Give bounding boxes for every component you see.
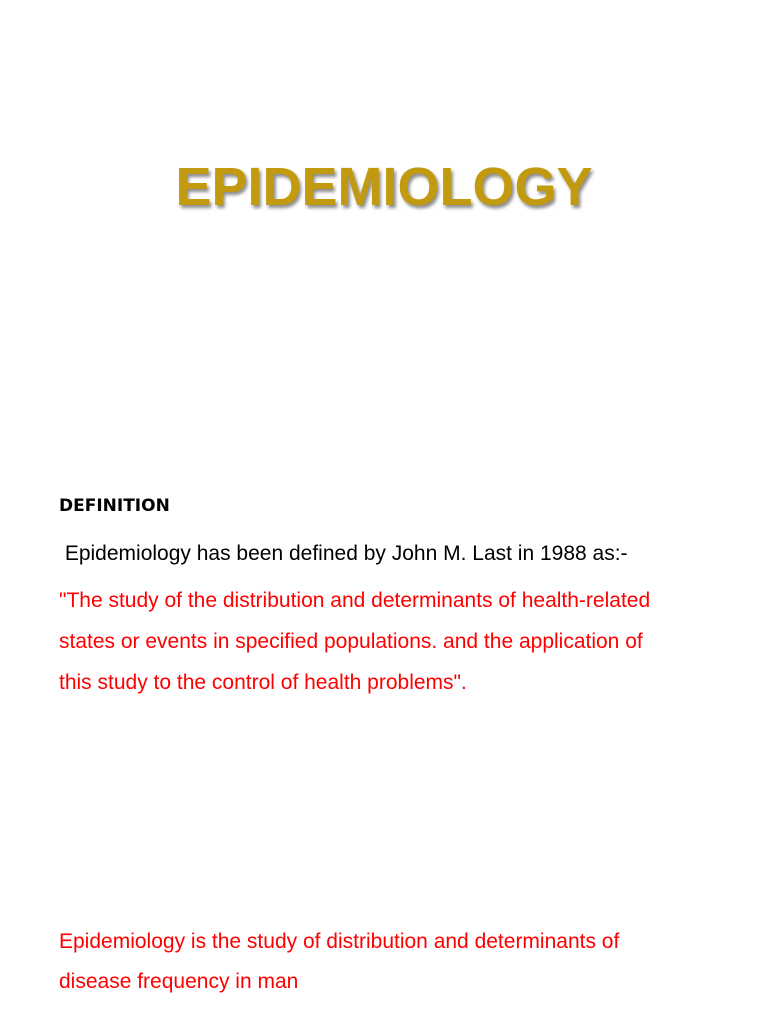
definition-quote: [59, 580, 719, 703]
definition-summary: [59, 922, 719, 1002]
summary-line: disease frequency in man: [59, 970, 299, 993]
quote-line: this study to the control of health problems".: [59, 671, 467, 694]
definition-intro: Epidemiology has been defined by John M. Last in 1988 as:-: [59, 542, 628, 565]
document-title: EPIDEMIOLOGY: [175, 157, 593, 217]
quote-line: "The study of the distribution and determinants of health-related: [59, 589, 651, 612]
summary-line: Epidemiology is the study of distribution and determinants of: [59, 930, 620, 953]
section-heading: DEFINITION: [59, 496, 170, 516]
quote-line: states or events in specified populations. and the application of: [59, 630, 643, 653]
